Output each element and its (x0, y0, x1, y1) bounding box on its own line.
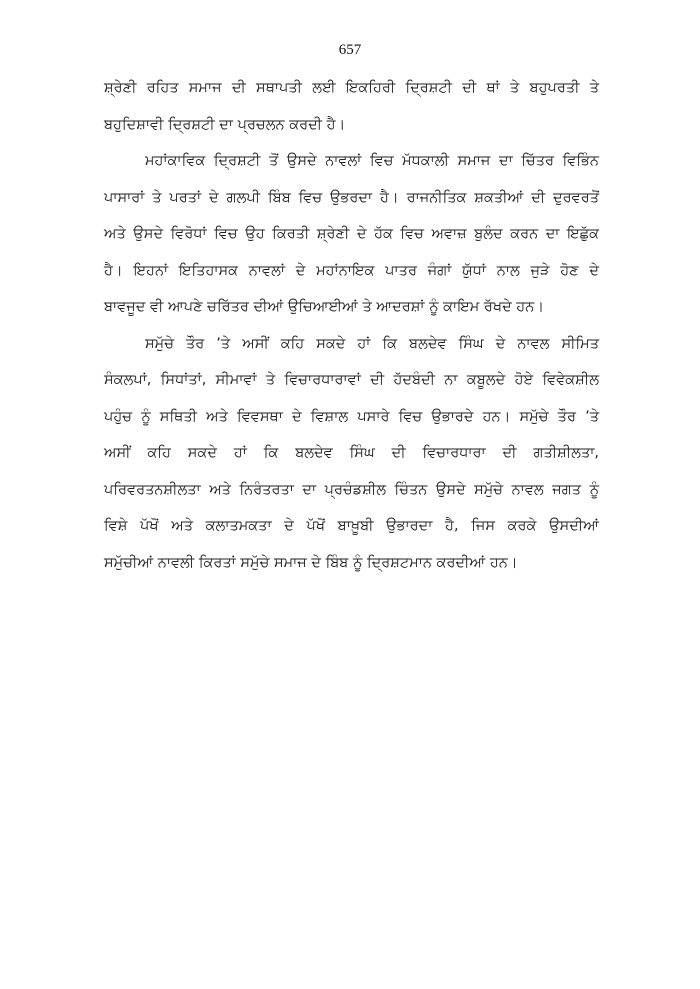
document-body (104, 70, 599, 581)
text-line: ਸ਼੍ਰੇਣੀ ਰਹਿਤ ਸਮਾਜ ਦੀ ਸਥਾਪਤੀ ਲਈ ਇਕਹਿਰੀ ਦ੍ਰਿਸ਼ਟੀ ਦੀ ਥਾਂ ਤੇ ਬਹੁਪਰਤੀ ਤੇ (104, 80, 599, 96)
text-line: ਅਸੀਂ ਕਹਿ ਸਕਦੇ ਹਾਂ ਕਿ ਬਲਦੇਵ ਸਿੰਘ ਦੀ ਵਿਚਾਰਧਾਰਾ ਦੀ ਗਤੀਸ਼ੀਲਤਾ, (104, 445, 599, 461)
text-line: ਸਮੁੱਚੀਆਂ ਨਾਵਲੀ ਕਿਰਤਾਂ ਸਮੁੱਚੇ ਸਮਾਜ ਦੇ ਬਿੰਬ ਨੂੰ ਦ੍ਰਿਸ਼ਟਮਾਨ ਕਰਦੀਆਂ ਹਨ। (104, 554, 518, 571)
page-number: 657 (338, 42, 362, 58)
text-line: ਬਹੁਦਿਸ਼ਾਵੀ ਦ੍ਰਿਸ਼ਟੀ ਦਾ ਪ੍ਰਚਲਨ ਕਰਦੀ ਹੈ। (104, 116, 346, 133)
text-line: ਮਹਾਂਕਾਵਿਕ ਦ੍ਰਿਸ਼ਟੀ ਤੋਂ ਉਸਦੇ ਨਾਵਲਾਂ ਵਿਚ ਮੱਧਕਾਲੀ ਸਮਾਜ ਦਾ ਚਿੱਤਰ ਵਿਭਿੰਨ (145, 153, 599, 169)
text-line: ਪਾਸਾਰਾਂ ਤੇ ਪਰਤਾਂ ਦੇ ਗਲਪੀ ਬਿੰਬ ਵਿਚ ਉਭਰਦਾ ਹੈ। ਰਾਜਨੀਤਿਕ ਸ਼ਕਤੀਆਂ ਦੀ ਦੁਰਵਰਤੋਂ (104, 189, 599, 206)
text-line: ਪਹੁੰਚ ਨੂੰ ਸਥਿਤੀ ਅਤੇ ਵਿਵਸਥਾ ਦੇ ਵਿਸ਼ਾਲ ਪਸਾਰੇ ਵਿਚ ਉਭਾਰਦੇ ਹਨ। ਸਮੁੱਚੇ ਤੌਰ ’ਤੇ (104, 408, 599, 425)
text-line: ਵਿਸ਼ੇ ਪੱਖੋਂ ਅਤੇ ਕਲਾਤਮਕਤਾ ਦੇ ਪੱਖੋਂ ਬਾਖ਼ੂਬੀ ਉਭਾਰਦਾ ਹੈ, ਜਿਸ ਕਰਕੇ ਉਸਦੀਆਂ (104, 518, 599, 534)
text-line: ਪਰਿਵਰਤਨਸ਼ੀਲਤਾ ਅਤੇ ਨਿਰੰਤਰਤਾ ਦਾ ਪ੍ਰਚੰਡਸ਼ੀਲ ਚਿੰਤਨ ਉਸਦੇ ਸਮੁੱਚੇ ਨਾਵਲ ਜਗਤ ਨੂੰ (104, 481, 599, 498)
paragraph-2 (104, 143, 599, 326)
text-line: ਸਮੁੱਚੇ ਤੌਰ ’ਤੇ ਅਸੀਂ ਕਹਿ ਸਕਦੇ ਹਾਂ ਕਿ ਬਲਦੇਵ ਸਿੰਘ ਦੇ ਨਾਵਲ ਸੀਮਿਤ (145, 335, 599, 352)
text-line: ਸੰਕਲਪਾਂ, ਸਿਧਾਂਤਾਂ, ਸੀਮਾਵਾਂ ਤੇ ਵਿਚਾਰਧਾਰਾਵਾਂ ਦੀ ਹੱਦਬੰਦੀ ਨਾ ਕਬੂਲਦੇ ਹੋਏ ਵਿਵੇਕਸ਼ੀਲ (104, 372, 599, 388)
text-line: ਬਾਵਜੂਦ ਵੀ ਆਪਣੇ ਚਰਿੱਤਰ ਦੀਆਂ ਉਚਿਆਈਆਂ ਤੇ ਆਦਰਸ਼ਾਂ ਨੂੰ ਕਾਇਮ ਰੱਖਦੇ ਹਨ। (104, 299, 545, 315)
paragraph-3 (104, 326, 599, 582)
paragraph-1 (104, 70, 599, 143)
text-line: ਅਤੇ ਉਸਦੇ ਵਿਰੋਧਾਂ ਵਿਚ ਉਹ ਕਿਰਤੀ ਸ਼੍ਰੇਣੀ ਦੇ ਹੱਕ ਵਿਚ ਅਵਾਜ਼ ਬੁਲੰਦ ਕਰਨ ਦਾ ਇਛੁੱਕ (104, 226, 599, 242)
text-line: ਹੈ। ਇਹਨਾਂ ਇਤਿਹਾਸਕ ਨਾਵਲਾਂ ਦੇ ਮਹਾਂਨਾਇਕ ਪਾਤਰ ਜੰਗਾਂ ਯੁੱਧਾਂ ਨਾਲ ਜੁੜੇ ਹੋਣ ਦੇ (104, 262, 599, 279)
